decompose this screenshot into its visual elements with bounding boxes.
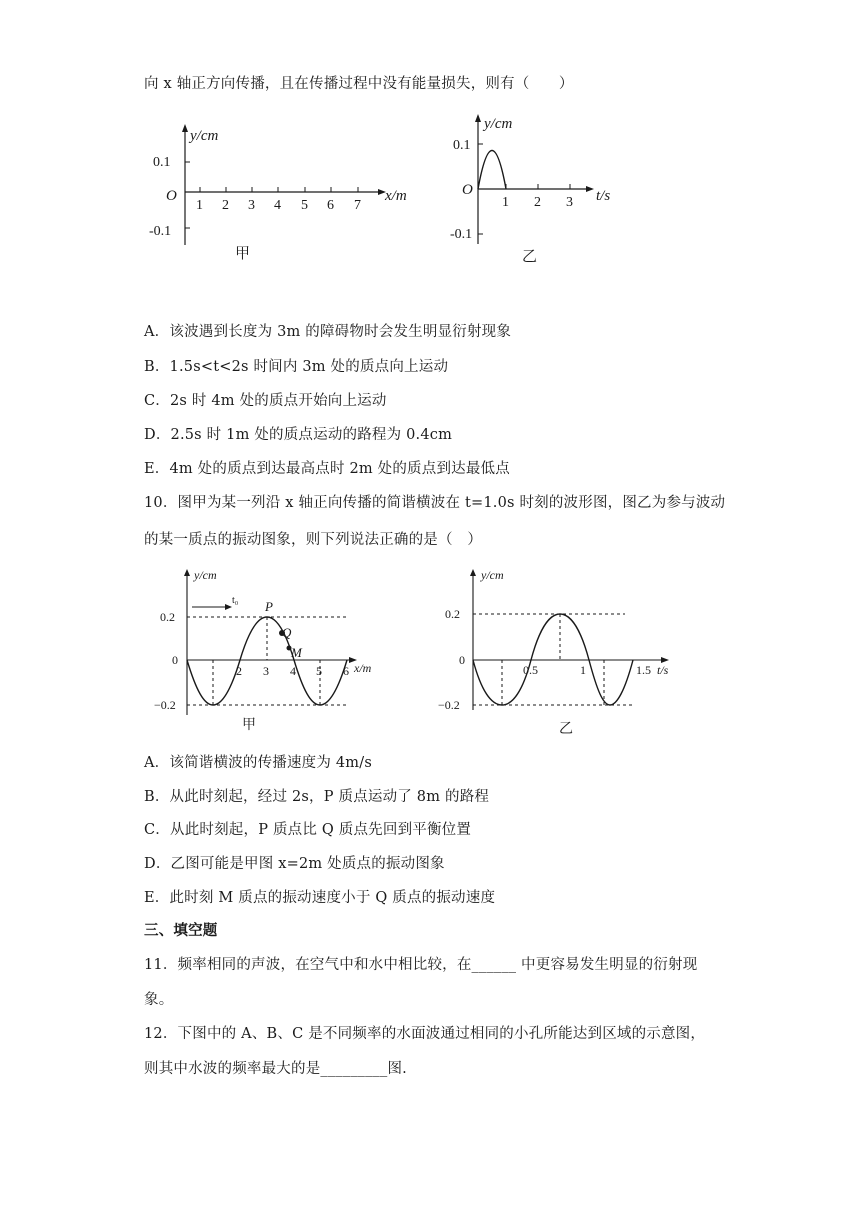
- axis-label-x: t/s: [657, 663, 669, 677]
- x-tick-label: 6: [327, 198, 334, 213]
- point-label-p: P: [265, 599, 273, 614]
- axis-label-x: x/m: [385, 188, 407, 204]
- x-tick-label: 2: [236, 664, 242, 678]
- y-tick-label: 0.2: [160, 610, 175, 624]
- option-d: D．乙图可能是甲图 x=2m 处质点的振动图象: [144, 856, 445, 872]
- x-tick-label: 1: [502, 195, 509, 210]
- question-10-stem: 10．图甲为某一列沿 x 轴正向传播的简谐横波在 t=1.0s 时刻的波形图，图乙为参与波动: [144, 495, 726, 511]
- question-text-line: 向 x 轴正方向传播，且在传播过程中没有能量损失，则有（ ）: [144, 76, 574, 92]
- question-10-stem: 的某一质点的振动图象，则下列说法正确的是（ ）: [144, 532, 483, 548]
- y-tick-label: 0.2: [445, 607, 460, 621]
- point-label-q: Q: [282, 625, 292, 640]
- axis-label-y: y/cm: [484, 116, 513, 132]
- origin-label: O: [166, 188, 177, 204]
- y-tick-label: −0.2: [154, 698, 176, 712]
- origin-label: 0: [172, 653, 178, 667]
- x-tick-label: 7: [354, 198, 361, 213]
- axis-label-y: y/cm: [194, 568, 217, 582]
- figure-9-wave-graph: [140, 120, 430, 270]
- x-tick-label: 1.5: [636, 663, 651, 677]
- x-tick-label: 3: [566, 195, 573, 210]
- x-tick-label: 4: [290, 664, 296, 678]
- figure-9-vibration-graph: [440, 108, 640, 268]
- option-e: E．4m 处的质点到达最高点时 2m 处的质点到达最低点: [144, 461, 510, 477]
- question-11-text: 象。: [144, 992, 174, 1008]
- y-tick-label: −0.2: [438, 698, 460, 712]
- axis-label-y: y/cm: [481, 568, 504, 582]
- question-12-text: 则其中水波的频率最大的是_________图.: [144, 1061, 407, 1077]
- x-tick-label: 5: [316, 664, 322, 678]
- question-12-text: 12．下图中的 A、B、C 是不同频率的水面波通过相同的小孔所能达到区域的示意图，: [144, 1026, 706, 1042]
- x-tick-label: 5: [301, 198, 308, 213]
- y-tick-label: -0.1: [450, 227, 473, 242]
- option-e: E．此时刻 M 质点的振动速度小于 Q 质点的振动速度: [144, 890, 496, 906]
- origin-label: 0: [459, 653, 465, 667]
- option-c: C．2s 时 4m 处的质点开始向上运动: [144, 393, 387, 409]
- axis-label-x: x/m: [354, 661, 372, 675]
- propagation-label: t₀: [232, 595, 239, 606]
- y-tick-label: -0.1: [149, 224, 172, 239]
- figure-10-vibration-graph: [435, 565, 685, 740]
- question-11-text: 11．频率相同的声波，在空气中和水中相比较，在______ 中更容易发生明显的衍射现: [144, 957, 698, 973]
- x-tick-label: 4: [274, 198, 281, 213]
- axis-label-y: y/cm: [190, 128, 219, 144]
- figure-caption: 甲: [235, 246, 251, 262]
- figure-caption: 乙: [559, 722, 573, 737]
- option-d: D．2.5s 时 1m 处的质点运动的路程为 0.4cm: [144, 427, 453, 443]
- option-b: B．从此时刻起，经过 2s，P 质点运动了 8m 的路程: [144, 789, 490, 805]
- option-a: A．该波遇到长度为 3m 的障碍物时会发生明显衍射现象: [144, 324, 512, 340]
- x-tick-label: 3: [263, 664, 269, 678]
- origin-label: O: [462, 182, 473, 198]
- x-tick-label: 2: [222, 198, 229, 213]
- x-tick-label: 1: [196, 198, 203, 213]
- x-tick-label: 0.5: [523, 663, 538, 677]
- figure-10-wave-graph: [150, 565, 380, 735]
- option-a: A．该简谐横波的传播速度为 4m/s: [144, 755, 372, 771]
- x-tick-label: 1: [580, 663, 586, 677]
- option-c: C．从此时刻起，P 质点比 Q 质点先回到平衡位置: [144, 822, 472, 838]
- section-heading: 三、填空题: [144, 922, 218, 939]
- point-label-m: M: [291, 645, 302, 660]
- y-tick-label: 0.1: [453, 138, 471, 153]
- figure-caption: 甲: [242, 718, 256, 733]
- x-tick-label: 3: [248, 198, 255, 213]
- x-tick-label: 2: [534, 195, 541, 210]
- figure-caption: 乙: [522, 249, 538, 265]
- option-b: B．1.5s<t<2s 时间内 3m 处的质点向上运动: [144, 359, 449, 375]
- x-tick-label: 6: [343, 664, 349, 678]
- axis-label-x: t/s: [596, 188, 611, 204]
- y-tick-label: 0.1: [153, 155, 171, 170]
